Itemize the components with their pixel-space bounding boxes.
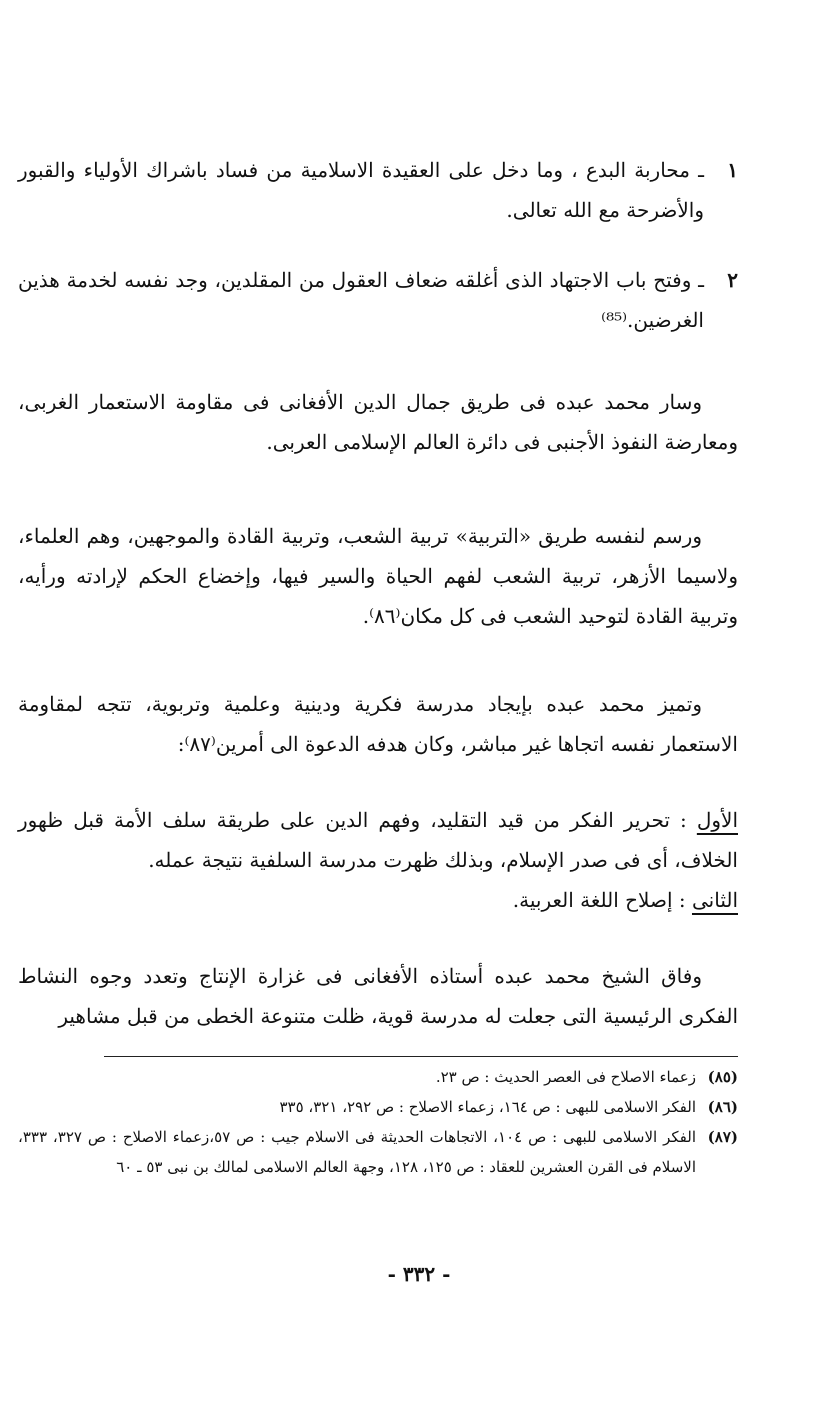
footnote-marker: (٨٥) [707,1068,738,1086]
term-text-first: : تحرير الفكر من قيد التقليد، وفهم الدين على طريقة سلف الأمة قبل ظهور الخلاف، أى فى صدر الإسلام، وبذلك ظهرت مدرسة السلفية نتيجة عمله. [18,808,738,872]
footnote-text: الفكر الاسلامى للبهى : ص ١٠٤، الاتجاهات الحديثة فى الاسلام جيب : ص ٥٧،زعماء الاصلاح : ص ٣٢٧، ٣٣٣، الاسلام فى القرن العشرين للعقاد : ص ١٢٥، ١٢٨، وجهة العالم الاسلامى لمالك بن نبى ٥٣ ـ ٦٠ [18,1128,697,1176]
footnote-86 [18,1092,738,1122]
footnote-87 [18,1122,738,1182]
term-label-second: الثانى [691,888,738,912]
numbered-item-2 [18,260,738,340]
footnote-marker: (٨٧) [707,1128,738,1146]
paragraph-4: وفاق الشيخ محمد عبده أستاذه الأفغانى فى غزارة الإنتاج وتعدد وجوه النشاط الفكرى الرئيسية التى جعلت له مدرسة قوية، ظلت متنوعة الخطى من قبل مشاهير [18,964,738,1028]
footnote-divider [104,1056,738,1057]
list-marker: ٢ [727,268,738,292]
page-number: - ٣٣٢ - [387,1262,451,1286]
footnote-marker: (٨٦) [707,1098,738,1116]
term-text-second: : إصلاح اللغة العربية. [512,888,686,912]
list-item-text: ـ وفتح باب الاجتهاد الذى أغلقه ضعاف العقول من المقلدين، وجد نفسه لخدمة هذين الغرضين.⁽⁸⁵⁾ [18,268,704,332]
numbered-item-1 [18,150,738,230]
term-label-first: الأول [696,808,738,832]
list-item-text: ـ محاربة البدع ، وما دخل على العقيدة الاسلامية من فساد باشراك الأولياء والقبور والأضرحة مع الله تعالى. [18,158,704,222]
footnote-text: الفكر الاسلامى للبهى : ص ١٦٤، زعماء الاصلاح : ص ٢٩٢، ٣٢١، ٣٣٥ [279,1098,696,1116]
paragraph-1: وسار محمد عبده فى طريق جمال الدين الأفغانى فى مقاومة الاستعمار الغربى، ومعارضة النفوذ الأجنبى فى دائرة العالم الإسلامى العربى. [18,390,738,454]
paragraph-3: وتميز محمد عبده بإيجاد مدرسة فكرية ودينية وعلمية وتربوية، تتجه لمقاومة الاستعمار نفسه اتجاها غير مباشر، وكان هدفه الدعوة الى أمرين⁽٨٧⁾: [18,692,738,756]
term-first [18,800,738,880]
footnote-text: زعماء الاصلاح فى العصر الحديث : ص ٢٣. [435,1068,696,1086]
term-second [18,880,738,920]
paragraph-2: ورسم لنفسه طريق «التربية» تربية الشعب، وتربية القادة والموجهين، وهم العلماء، ولاسيما الأزهر، تربية الشعب لفهم الحياة والسير فيها، وإخضاع الحكم لإرادته ورأيه، وتربية القادة لتوحيد الشعب فى كل مكان⁽٨٦⁾. [18,524,738,628]
footnotes [18,1062,738,1182]
list-marker: ١ [727,158,738,182]
footnote-85 [18,1062,738,1092]
